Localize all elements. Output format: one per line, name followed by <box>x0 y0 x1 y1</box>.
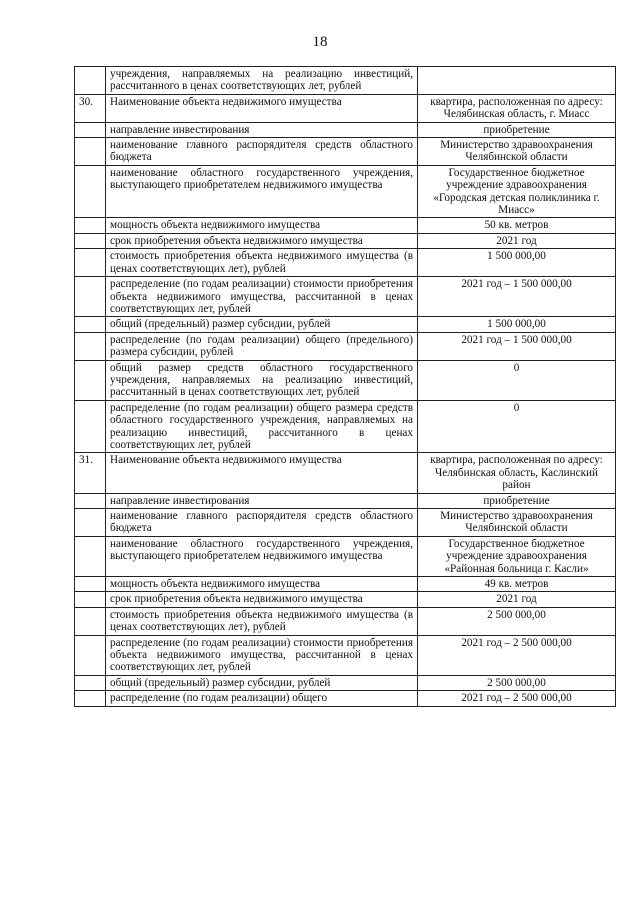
row-number <box>75 577 106 592</box>
row-number <box>75 536 106 576</box>
row-value: 2 500 000,00 <box>418 675 616 690</box>
row-value: квартира, расположенная по адресу: Челябинская область, Каслинский район <box>418 453 616 493</box>
row-number <box>75 691 106 706</box>
row-value: Министерство здравоохранения Челябинской области <box>418 138 616 166</box>
row-number <box>75 122 106 137</box>
row-number <box>75 218 106 233</box>
row-label: стоимость приобретения объекта недвижимого имущества (в ценах соответствующих лет), рублей <box>106 249 418 277</box>
table-row <box>75 317 616 332</box>
row-value: 2021 год <box>418 592 616 607</box>
table-row <box>75 400 616 453</box>
row-label: общий (предельный) размер субсидии, рублей <box>106 317 418 332</box>
row-number <box>75 493 106 508</box>
table-row <box>75 453 616 493</box>
row-value <box>418 67 616 95</box>
table-row <box>75 577 616 592</box>
table-row <box>75 360 616 400</box>
row-label: мощность объекта недвижимого имущества <box>106 577 418 592</box>
table-row <box>75 218 616 233</box>
row-label: учреждения, направляемых на реализацию инвестиций, рассчитанного в ценах соответствующих лет, рублей <box>106 67 418 95</box>
table-row <box>75 635 616 675</box>
row-label: наименование областного государственного учреждения, выступающего приобретателем недвижимого имущества <box>106 165 418 218</box>
investment-table <box>74 66 616 707</box>
row-label: распределение (по годам реализации) общего размера средств областного государственного учреждения, направляемых на реализацию инвестиций, рассчитанного в ценах соответствующих лет, рублей <box>106 400 418 453</box>
row-label: Наименование объекта недвижимого имущества <box>106 453 418 493</box>
row-number <box>75 277 106 317</box>
row-value: 2021 год <box>418 233 616 248</box>
row-number <box>75 592 106 607</box>
row-number <box>75 635 106 675</box>
row-value: приобретение <box>418 493 616 508</box>
row-value: 2021 год – 2 500 000,00 <box>418 635 616 675</box>
row-number <box>75 675 106 690</box>
row-value: 50 кв. метров <box>418 218 616 233</box>
row-number <box>75 138 106 166</box>
table-row <box>75 138 616 166</box>
row-value: 1 500 000,00 <box>418 317 616 332</box>
row-number <box>75 249 106 277</box>
row-value: 2021 год – 1 500 000,00 <box>418 332 616 360</box>
row-label: направление инвестирования <box>106 493 418 508</box>
row-value: 2 500 000,00 <box>418 607 616 635</box>
table-row <box>75 94 616 122</box>
row-label: срок приобретения объекта недвижимого имущества <box>106 592 418 607</box>
row-value: 49 кв. метров <box>418 577 616 592</box>
row-label: Наименование объекта недвижимого имущества <box>106 94 418 122</box>
table-row <box>75 509 616 537</box>
row-label: срок приобретения объекта недвижимого имущества <box>106 233 418 248</box>
table-row <box>75 233 616 248</box>
row-value: квартира, расположенная по адресу: Челябинская область, г. Миасс <box>418 94 616 122</box>
table-row <box>75 675 616 690</box>
table-row <box>75 277 616 317</box>
row-label: распределение (по годам реализации) стоимости приобретения объекта недвижимого имущества, рассчитанной в ценах соответствующих лет, рублей <box>106 277 418 317</box>
row-value: 1 500 000,00 <box>418 249 616 277</box>
row-label: наименование главного распорядителя средств областного бюджета <box>106 509 418 537</box>
row-label: мощность объекта недвижимого имущества <box>106 218 418 233</box>
row-label: распределение (по годам реализации) стоимости приобретения объекта недвижимого имущества, рассчитанной в ценах соответствующих лет, рублей <box>106 635 418 675</box>
row-label: наименование областного государственного учреждения, выступающего приобретателем недвижимого имущества <box>106 536 418 576</box>
table-row <box>75 607 616 635</box>
row-label: направление инвестирования <box>106 122 418 137</box>
table-row <box>75 122 616 137</box>
row-number <box>75 332 106 360</box>
row-label: наименование главного распорядителя средств областного бюджета <box>106 138 418 166</box>
table-row <box>75 493 616 508</box>
row-value: 0 <box>418 400 616 453</box>
row-label: общий размер средств областного государственного учреждения, направляемых на реализацию инвестиций, рассчитанный в ценах соответствующих лет, рублей <box>106 360 418 400</box>
row-number <box>75 233 106 248</box>
row-number <box>75 509 106 537</box>
table-row <box>75 592 616 607</box>
row-number <box>75 317 106 332</box>
row-number <box>75 67 106 95</box>
row-number: 31. <box>75 453 106 493</box>
table-row <box>75 536 616 576</box>
row-number: 30. <box>75 94 106 122</box>
row-number <box>75 165 106 218</box>
table-row <box>75 165 616 218</box>
table-row <box>75 332 616 360</box>
row-label: общий (предельный) размер субсидии, рублей <box>106 675 418 690</box>
row-number <box>75 360 106 400</box>
row-value: 0 <box>418 360 616 400</box>
page-number: 18 <box>312 34 328 50</box>
row-value: 2021 год – 2 500 000,00 <box>418 691 616 706</box>
row-value: приобретение <box>418 122 616 137</box>
row-value: Министерство здравоохранения Челябинской области <box>418 509 616 537</box>
row-value: Государственное бюджетное учреждение здравоохранения «Городская детская поликлиника г. Миасс» <box>418 165 616 218</box>
row-number <box>75 400 106 453</box>
table-row <box>75 67 616 95</box>
row-value: 2021 год – 1 500 000,00 <box>418 277 616 317</box>
row-label: стоимость приобретения объекта недвижимого имущества (в ценах соответствующих лет), рублей <box>106 607 418 635</box>
row-number <box>75 607 106 635</box>
table-row <box>75 249 616 277</box>
row-label: распределение (по годам реализации) общего <box>106 691 418 706</box>
table-row <box>75 691 616 706</box>
row-label: распределение (по годам реализации) общего (предельного) размера субсидии, рублей <box>106 332 418 360</box>
row-value: Государственное бюджетное учреждение здравоохранения «Районная больница г. Касли» <box>418 536 616 576</box>
